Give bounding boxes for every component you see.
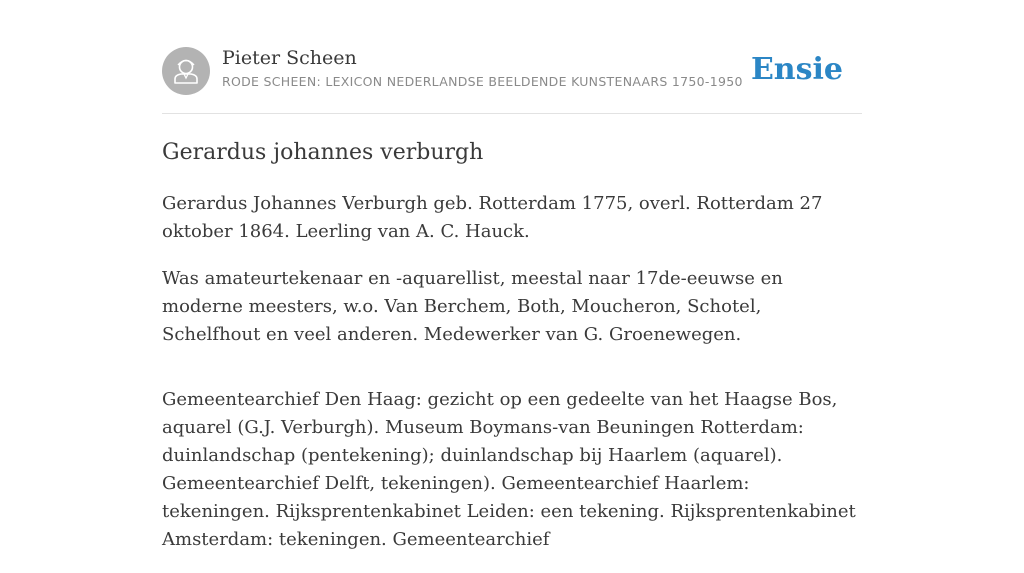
user-avatar-icon[interactable]: [162, 47, 210, 95]
person-icon: [162, 47, 210, 95]
paragraph-description: Was amateurtekenaar en -aquarellist, meestal naar 17de-eeuwse en moderne meesters, w.o. Van Berchem, Both, Moucheron, Schotel, Schelfhout en veel anderen. Medewerker van G. Groenewegen.: [162, 268, 783, 345]
author-name[interactable]: Pieter Scheen: [222, 47, 357, 69]
header-divider: [162, 113, 862, 114]
ensie-logo[interactable]: Ensie: [750, 52, 843, 87]
source-title[interactable]: RODE SCHEEN: LEXICON NEDERLANDSE BEELDENDE KUNSTENAARS 1750-1950: [222, 74, 743, 89]
paragraph-biography: Gerardus Johannes Verburgh geb. Rotterdam 1775, overl. Rotterdam 27 oktober 1864. Leerling van A. C. Hauck.: [162, 193, 823, 242]
page-title: Gerardus johannes verburgh: [162, 140, 484, 165]
article-body: [162, 190, 862, 573]
article-header: [162, 46, 862, 96]
paragraph-collections: Gemeentearchief Den Haag: gezicht op een gedeelte van het Haagse Bos, aquarel (G.J. Verburgh). Museum Boymans-van Beuningen Rotterdam: duinlandschap (pentekening); duinlandschap bij Haarlem (aquarel). Gemeentearchief Delft, tekeningen). Gemeentearchief Haarlem: tekeningen. Rijksprentenkabinet Leiden: een tekening. Rijksprentenkabinet Amsterdam: tekeningen. Gemeentearchief: [162, 389, 856, 550]
